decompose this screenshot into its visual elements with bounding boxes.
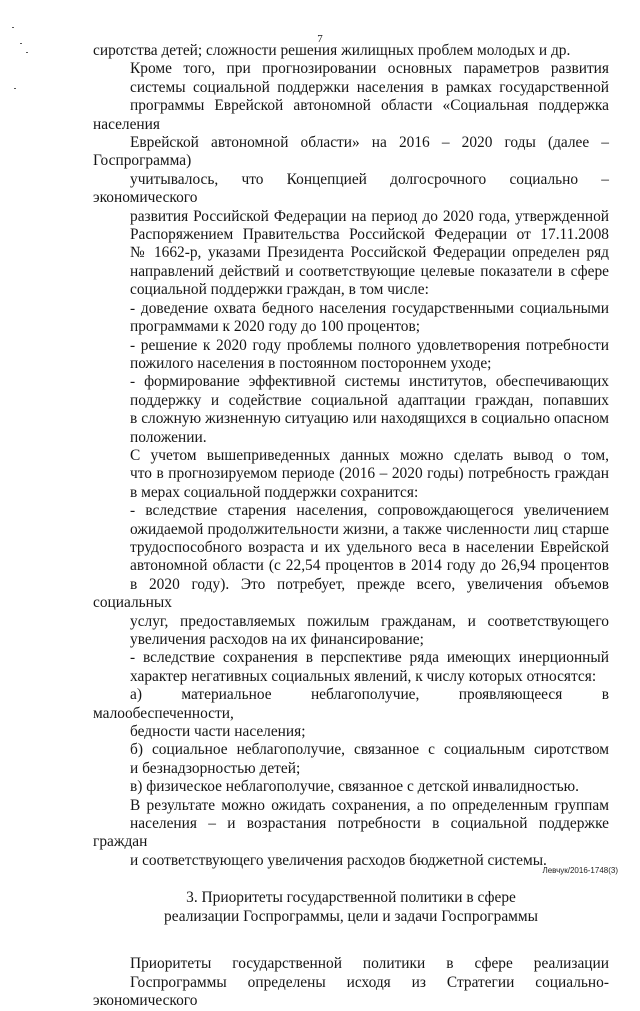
text-line: сиротства детей; сложности решения жилищных проблем молодых и др. (93, 42, 571, 59)
text-line: в 2020 году). Это потребует, прежде всего, увеличения объемов социальных (93, 575, 609, 612)
paragraph (93, 60, 609, 299)
paragraph (93, 42, 609, 60)
text-line: - вследствие старения населения, сопровождающегося увеличением (130, 502, 609, 520)
text-line: автономной области (с 22,54 процентов в 2014 году до 26,94 процентов (130, 557, 609, 575)
section-heading (93, 889, 609, 926)
text-line: б) социальное неблагополучие, связанное с социальным сиротством (130, 741, 609, 759)
text-line: - доведение охвата бедного населения государственными социальными (130, 299, 609, 317)
paragraph (93, 502, 609, 649)
text-line: Приоритеты государственной политики в сфере реализации (130, 955, 609, 973)
text-line: В результате можно ожидать сохранения, а по определенным группам (130, 796, 609, 814)
paragraph (93, 778, 609, 796)
text-line: характер негативных социальных явлений, к числу которых относятся: (130, 667, 597, 685)
page-number: 7 (317, 33, 323, 45)
text-line: - формирование эффективной системы институтов, обеспечивающих (130, 373, 609, 391)
scan-speck (14, 88, 16, 89)
paragraph (93, 373, 609, 447)
paragraph-list (93, 42, 609, 870)
text-line: социальной поддержки граждан, в том числе: (130, 281, 429, 299)
text-line: бедности части населения; (130, 723, 306, 741)
text-line: поддержку и содействие социальной адаптации граждан, попавших (130, 391, 609, 409)
paragraph (93, 741, 609, 778)
text-line: а) материальное неблагополучие, проявляющееся в малообеспеченности, (93, 686, 609, 722)
text-line: ожидаемой продолжительности жизни, а также численности лиц старше (130, 520, 609, 538)
text-line: системы социальной поддержки населения в рамках государственной (130, 78, 609, 96)
document-code: Левчук/2016-1748(3) (542, 866, 618, 875)
text-line: Еврейской автономной области» на 2016 – 2020 годы (далее – Госпрограмма) (93, 134, 609, 170)
final-paragraph (93, 955, 609, 1010)
text-line: направлений действий и соответствующие целевые показатели в сфере (130, 262, 609, 280)
text-line: услуг, предоставляемых пожилым гражданам, и соответствующего (130, 612, 609, 630)
text-line: что в прогнозируемом периоде (2016 – 2020 годы) потребность граждан (130, 465, 609, 483)
text-line: 3. Приоритеты государственной политики в сфере (186, 889, 516, 907)
text-line: программы Еврейской автономной области «Социальная поддержка населения (93, 97, 609, 133)
text-line: реализации Госпрограммы, цели и задачи Госпрограммы (164, 907, 538, 925)
text-line: учитывалось, что Концепцией долгосрочного социально – экономического (93, 170, 609, 207)
text-line: Госпрограммы определены исходя из Стратегии социально-экономического (93, 973, 609, 1010)
paragraph (93, 300, 609, 337)
paragraph (93, 337, 609, 374)
text-line: - решение к 2020 году проблемы полного удовлетворения потребности (130, 336, 609, 354)
text-line: С учетом вышеприведенных данных можно сделать вывод о том, (130, 446, 609, 464)
scan-speck (26, 52, 28, 53)
text-line: в сложную жизненную ситуацию или находящихся в социально опасном (130, 410, 609, 428)
paragraph (93, 447, 609, 502)
paragraph (93, 686, 609, 741)
text-line: населения – и возрастания потребности в социальной поддержке граждан (93, 815, 609, 851)
text-line: Кроме того, при прогнозировании основных параметров развития (130, 60, 609, 78)
text-line: увеличения расходов на их финансирование; (130, 631, 424, 648)
text-line: программами к 2020 году до 100 процентов; (130, 318, 421, 336)
text-line: в) физическое неблагополучие, связанное с детской инвалидностью. (130, 778, 580, 796)
text-line: в мерах социальной поддержки сохранится: (130, 483, 419, 501)
text-line: пожилого населения в постоянном постороннем уходе; (130, 354, 492, 372)
text-line: и соответствующего увеличения расходов бюджетной системы. (130, 851, 547, 869)
text-line: положении. (130, 428, 207, 446)
text-line: № 1662-р, указами Президента Российской Федерации определен ряд (130, 244, 609, 262)
text-line: трудоспособного возраста и их удельного веса в населении Еврейской (130, 538, 609, 556)
scan-speck (12, 27, 14, 28)
text-line: развития Российской Федерации на период до 2020 года, утвержденной (130, 207, 609, 225)
text-line: и безнадзорностью детей; (130, 759, 301, 777)
text-line: Распоряжением Правительства Российской Федерации от 17.11.2008 (130, 226, 609, 244)
document-body (93, 42, 609, 1011)
text-line: - вследствие сохранения в перспективе ряда имеющих инерционный (130, 649, 609, 667)
paragraph (93, 649, 609, 686)
paragraph (93, 797, 609, 871)
